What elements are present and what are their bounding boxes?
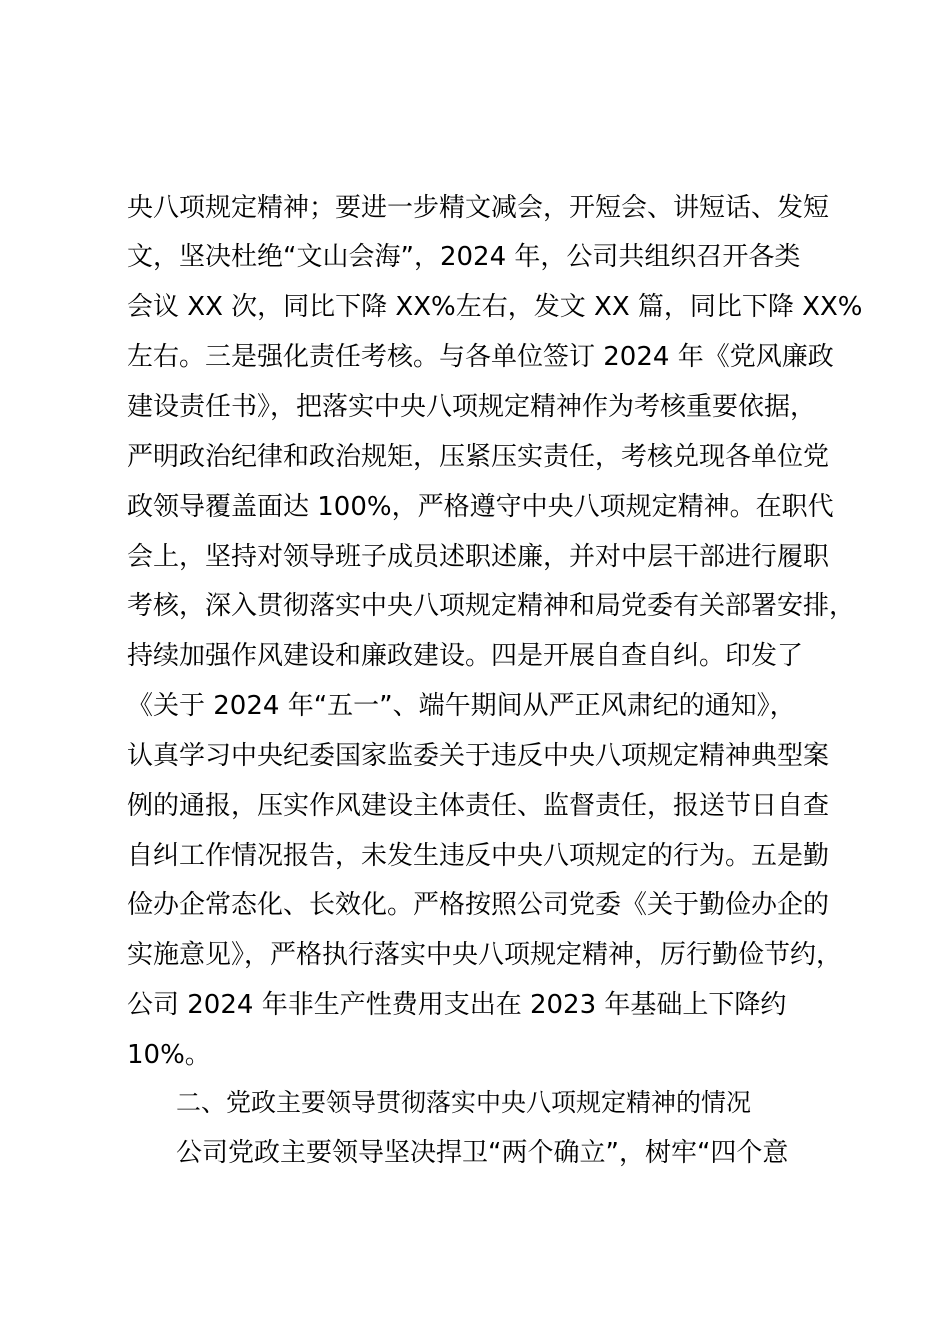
- body-text-line: 央八项规定精神；要进一步精文减会，开短会、讲短话、发短: [127, 193, 830, 223]
- section-heading: 二、党政主要领导贯彻落实中央八项规定精神的情况: [176, 1088, 752, 1117]
- body-text-line: 自纠工作情况报告，未发生违反中央八项规定的行为。五是勤: [127, 841, 830, 871]
- body-text-line: 例的通报，压实作风建设主体责任、监督责任，报送节日自查: [127, 791, 830, 821]
- body-text-line: 认真学习中央纪委国家监委关于违反中央八项规定精神典型案: [127, 741, 830, 771]
- paragraph-first-line: 公司党政主要领导坚决捍卫“两个确立”，树牢“四个意: [176, 1138, 789, 1168]
- body-text-line: 持续加强作风建设和廉政建设。四是开展自查自纠。印发了: [127, 641, 804, 671]
- body-text-line: 会议 XX 次，同比下降 XX%左右，发文 XX 篇，同比下降 XX%: [127, 292, 863, 322]
- body-text-line: 俭办企常态化、长效化。严格按照公司党委《关于勤俭办企的: [127, 890, 830, 920]
- body-text-line: 左右。三是强化责任考核。与各单位签订 2024 年《党风廉政: [127, 342, 834, 372]
- body-text-line: 《关于 2024 年“五一”、端午期间从严正风肃纪的通知》，: [127, 691, 796, 721]
- body-text-line: 10%。: [127, 1040, 211, 1070]
- body-text-line: 会上，坚持对领导班子成员述职述廉，并对中层干部进行履职: [127, 542, 830, 572]
- body-text-line: 严明政治纪律和政治规矩，压紧压实责任，考核兑现各单位党: [127, 442, 830, 472]
- body-text-line: 考核，深入贯彻落实中央八项规定精神和局党委有关部署安排，: [127, 591, 856, 621]
- body-text-line: 政领导覆盖面达 100%，严格遵守中央八项规定精神。在职代: [127, 492, 834, 522]
- body-text-line: 文，坚决杜绝“文山会海”，2024 年，公司共组织召开各类: [127, 242, 801, 272]
- body-text-line: 公司 2024 年非生产性费用支出在 2023 年基础上下降约: [127, 990, 787, 1020]
- body-text-line: 建设责任书》，把落实中央八项规定精神作为考核重要依据，: [127, 392, 817, 422]
- body-text-line: 实施意见》，严格执行落实中央八项规定精神，厉行勤俭节约，: [127, 940, 843, 970]
